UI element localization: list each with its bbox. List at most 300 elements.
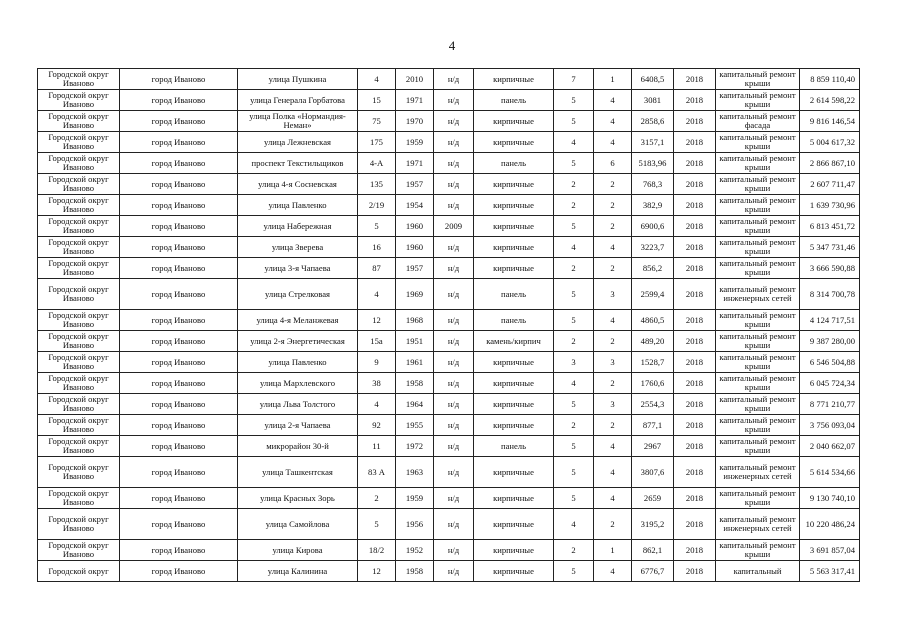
year-reconstructed-cell: н/д [434, 279, 474, 310]
city-cell: город Иваново [120, 457, 238, 488]
table-row [38, 415, 860, 436]
district-cell: Городской округ Иваново [38, 258, 120, 279]
house-number-cell: 75 [358, 111, 396, 132]
year-reconstructed-cell: н/д [434, 90, 474, 111]
work-type-cell: капитальный ремонт крыши [716, 415, 800, 436]
work-type-cell: капитальный ремонт крыши [716, 216, 800, 237]
entrances-cell: 1 [594, 540, 632, 561]
year-built-cell: 1959 [396, 488, 434, 509]
year-built-cell: 1957 [396, 258, 434, 279]
cost-cell: 3 756 093,04 [800, 415, 860, 436]
city-cell: город Иваново [120, 216, 238, 237]
entrances-cell: 1 [594, 69, 632, 90]
work-type-cell: капитальный ремонт крыши [716, 237, 800, 258]
year-reconstructed-cell: н/д [434, 415, 474, 436]
entrances-cell: 4 [594, 90, 632, 111]
cost-cell: 6 813 451,72 [800, 216, 860, 237]
district-cell: Городской округ Иваново [38, 436, 120, 457]
year-built-cell: 1971 [396, 90, 434, 111]
district-cell: Городской округ Иваново [38, 237, 120, 258]
floors-cell: 5 [554, 436, 594, 457]
plan-year-cell: 2018 [674, 90, 716, 111]
entrances-cell: 3 [594, 394, 632, 415]
floors-cell: 5 [554, 90, 594, 111]
work-type-cell: капитальный ремонт крыши [716, 436, 800, 457]
year-built-cell: 2010 [396, 69, 434, 90]
house-number-cell: 4 [358, 279, 396, 310]
district-cell: Городской округ Иваново [38, 415, 120, 436]
district-cell: Городской округ Иваново [38, 90, 120, 111]
year-reconstructed-cell: н/д [434, 488, 474, 509]
city-cell: город Иваново [120, 394, 238, 415]
year-built-cell: 1961 [396, 352, 434, 373]
wall-material-cell: панель [474, 153, 554, 174]
cost-cell: 3 691 857,04 [800, 540, 860, 561]
cost-cell: 5 614 534,66 [800, 457, 860, 488]
entrances-cell: 2 [594, 509, 632, 540]
city-cell: город Иваново [120, 540, 238, 561]
wall-material-cell: кирпичные [474, 352, 554, 373]
plan-year-cell: 2018 [674, 279, 716, 310]
street-cell: улица Красных Зорь [238, 488, 358, 509]
table-row [38, 561, 860, 582]
year-reconstructed-cell: н/д [434, 561, 474, 582]
house-number-cell: 12 [358, 310, 396, 331]
year-reconstructed-cell: н/д [434, 540, 474, 561]
area-cell: 6900,6 [632, 216, 674, 237]
plan-year-cell: 2018 [674, 373, 716, 394]
year-built-cell: 1972 [396, 436, 434, 457]
city-cell: город Иваново [120, 415, 238, 436]
wall-material-cell: кирпичные [474, 216, 554, 237]
street-cell: улица Павленко [238, 352, 358, 373]
table-row [38, 540, 860, 561]
plan-year-cell: 2018 [674, 132, 716, 153]
year-built-cell: 1960 [396, 237, 434, 258]
year-built-cell: 1963 [396, 457, 434, 488]
area-cell: 862,1 [632, 540, 674, 561]
city-cell: город Иваново [120, 69, 238, 90]
house-number-cell: 16 [358, 237, 396, 258]
area-cell: 2858,6 [632, 111, 674, 132]
table-row [38, 216, 860, 237]
year-reconstructed-cell: н/д [434, 132, 474, 153]
plan-year-cell: 2018 [674, 216, 716, 237]
year-built-cell: 1970 [396, 111, 434, 132]
floors-cell: 4 [554, 237, 594, 258]
city-cell: город Иваново [120, 352, 238, 373]
work-type-cell: капитальный ремонт крыши [716, 373, 800, 394]
area-cell: 3157,1 [632, 132, 674, 153]
page-number: 4 [448, 38, 456, 53]
year-built-cell: 1968 [396, 310, 434, 331]
district-cell: Городской округ Иваново [38, 310, 120, 331]
wall-material-cell: кирпичные [474, 195, 554, 216]
work-type-cell: капитальный ремонт крыши [716, 394, 800, 415]
floors-cell: 5 [554, 153, 594, 174]
wall-material-cell: кирпичные [474, 132, 554, 153]
area-cell: 877,1 [632, 415, 674, 436]
table-row [38, 436, 860, 457]
year-built-cell: 1951 [396, 331, 434, 352]
plan-year-cell: 2018 [674, 195, 716, 216]
table-row [38, 258, 860, 279]
street-cell: улица Калинина [238, 561, 358, 582]
year-reconstructed-cell: н/д [434, 237, 474, 258]
city-cell: город Иваново [120, 310, 238, 331]
table-row [38, 352, 860, 373]
plan-year-cell: 2018 [674, 153, 716, 174]
house-number-cell: 18/2 [358, 540, 396, 561]
street-cell: улица Мархлевского [238, 373, 358, 394]
district-cell: Городской округ Иваново [38, 279, 120, 310]
area-cell: 3195,2 [632, 509, 674, 540]
cost-cell: 2 607 711,47 [800, 174, 860, 195]
floors-cell: 2 [554, 195, 594, 216]
table-row [38, 331, 860, 352]
wall-material-cell: кирпичные [474, 69, 554, 90]
wall-material-cell: панель [474, 310, 554, 331]
plan-year-cell: 2018 [674, 69, 716, 90]
cost-cell: 5 563 317,41 [800, 561, 860, 582]
wall-material-cell: кирпичные [474, 509, 554, 540]
area-cell: 5183,96 [632, 153, 674, 174]
table-row [38, 195, 860, 216]
plan-year-cell: 2018 [674, 258, 716, 279]
year-reconstructed-cell: н/д [434, 373, 474, 394]
cost-cell: 8 859 110,40 [800, 69, 860, 90]
year-reconstructed-cell: н/д [434, 509, 474, 540]
entrances-cell: 2 [594, 258, 632, 279]
floors-cell: 5 [554, 457, 594, 488]
work-type-cell: капитальный ремонт инженерных сетей [716, 509, 800, 540]
district-cell: Городской округ Иваново [38, 195, 120, 216]
street-cell: улица Самойлова [238, 509, 358, 540]
work-type-cell: капитальный [716, 561, 800, 582]
cost-cell: 9 816 146,54 [800, 111, 860, 132]
area-cell: 382,9 [632, 195, 674, 216]
cost-cell: 2 614 598,22 [800, 90, 860, 111]
table-row [38, 90, 860, 111]
year-reconstructed-cell: н/д [434, 331, 474, 352]
cost-cell: 8 314 700,78 [800, 279, 860, 310]
district-cell: Городской округ Иваново [38, 69, 120, 90]
work-type-cell: капитальный ремонт крыши [716, 352, 800, 373]
house-number-cell: 4 [358, 69, 396, 90]
city-cell: город Иваново [120, 90, 238, 111]
table-row [38, 132, 860, 153]
cost-cell: 6 045 724,34 [800, 373, 860, 394]
house-number-cell: 4 [358, 394, 396, 415]
year-reconstructed-cell: н/д [434, 69, 474, 90]
wall-material-cell: кирпичные [474, 258, 554, 279]
year-built-cell: 1956 [396, 509, 434, 540]
table-body [38, 69, 860, 582]
year-reconstructed-cell: н/д [434, 352, 474, 373]
area-cell: 856,2 [632, 258, 674, 279]
house-number-cell: 87 [358, 258, 396, 279]
entrances-cell: 2 [594, 174, 632, 195]
district-cell: Городской округ Иваново [38, 111, 120, 132]
street-cell: улица Зверева [238, 237, 358, 258]
floors-cell: 4 [554, 373, 594, 394]
work-type-cell: капитальный ремонт крыши [716, 310, 800, 331]
year-built-cell: 1958 [396, 561, 434, 582]
city-cell: город Иваново [120, 561, 238, 582]
year-reconstructed-cell: н/д [434, 394, 474, 415]
floors-cell: 7 [554, 69, 594, 90]
cost-cell: 2 866 867,10 [800, 153, 860, 174]
plan-year-cell: 2018 [674, 561, 716, 582]
cost-cell: 9 130 740,10 [800, 488, 860, 509]
street-cell: улица Полка «Нормандия-Неман» [238, 111, 358, 132]
entrances-cell: 4 [594, 457, 632, 488]
wall-material-cell: панель [474, 279, 554, 310]
table-row [38, 153, 860, 174]
plan-year-cell: 2018 [674, 415, 716, 436]
floors-cell: 5 [554, 310, 594, 331]
plan-year-cell: 2018 [674, 331, 716, 352]
cost-cell: 8 771 210,77 [800, 394, 860, 415]
street-cell: улица 2-я Энергетическая [238, 331, 358, 352]
house-number-cell: 38 [358, 373, 396, 394]
district-cell: Городской округ Иваново [38, 153, 120, 174]
table-row [38, 488, 860, 509]
district-cell: Городской округ Иваново [38, 394, 120, 415]
floors-cell: 2 [554, 331, 594, 352]
house-number-cell: 9 [358, 352, 396, 373]
city-cell: город Иваново [120, 195, 238, 216]
floors-cell: 4 [554, 132, 594, 153]
table-row [38, 373, 860, 394]
city-cell: город Иваново [120, 174, 238, 195]
house-number-cell: 83 А [358, 457, 396, 488]
work-type-cell: капитальный ремонт крыши [716, 258, 800, 279]
house-number-cell: 2 [358, 488, 396, 509]
floors-cell: 5 [554, 561, 594, 582]
entrances-cell: 4 [594, 310, 632, 331]
street-cell: улица 4-я Сосневская [238, 174, 358, 195]
data-table-container [37, 68, 859, 582]
year-reconstructed-cell: н/д [434, 174, 474, 195]
district-cell: Городской округ Иваново [38, 457, 120, 488]
plan-year-cell: 2018 [674, 237, 716, 258]
floors-cell: 2 [554, 174, 594, 195]
cost-cell: 3 666 590,88 [800, 258, 860, 279]
year-built-cell: 1964 [396, 394, 434, 415]
city-cell: город Иваново [120, 237, 238, 258]
year-reconstructed-cell: н/д [434, 310, 474, 331]
plan-year-cell: 2018 [674, 540, 716, 561]
work-type-cell: капитальный ремонт крыши [716, 174, 800, 195]
house-number-cell: 135 [358, 174, 396, 195]
entrances-cell: 2 [594, 373, 632, 394]
area-cell: 1760,6 [632, 373, 674, 394]
floors-cell: 2 [554, 258, 594, 279]
entrances-cell: 3 [594, 279, 632, 310]
floors-cell: 5 [554, 394, 594, 415]
year-built-cell: 1955 [396, 415, 434, 436]
table-row [38, 237, 860, 258]
entrances-cell: 3 [594, 352, 632, 373]
work-type-cell: капитальный ремонт крыши [716, 540, 800, 561]
street-cell: микрорайон 30-й [238, 436, 358, 457]
wall-material-cell: кирпичные [474, 457, 554, 488]
street-cell: улица Пушкина [238, 69, 358, 90]
street-cell: улица 3-я Чапаева [238, 258, 358, 279]
work-type-cell: капитальный ремонт инженерных сетей [716, 279, 800, 310]
cost-cell: 1 639 730,96 [800, 195, 860, 216]
year-reconstructed-cell: н/д [434, 258, 474, 279]
year-built-cell: 1971 [396, 153, 434, 174]
cost-cell: 9 387 280,00 [800, 331, 860, 352]
area-cell: 489,20 [632, 331, 674, 352]
table-row [38, 394, 860, 415]
wall-material-cell: кирпичные [474, 373, 554, 394]
district-cell: Городской округ Иваново [38, 352, 120, 373]
entrances-cell: 2 [594, 195, 632, 216]
year-built-cell: 1960 [396, 216, 434, 237]
wall-material-cell: кирпичные [474, 561, 554, 582]
cost-cell: 5 347 731,46 [800, 237, 860, 258]
house-number-cell: 175 [358, 132, 396, 153]
district-cell: Городской округ [38, 561, 120, 582]
plan-year-cell: 2018 [674, 310, 716, 331]
area-cell: 1528,7 [632, 352, 674, 373]
area-cell: 6776,7 [632, 561, 674, 582]
wall-material-cell: камень/кирпич [474, 331, 554, 352]
city-cell: город Иваново [120, 373, 238, 394]
plan-year-cell: 2018 [674, 174, 716, 195]
work-type-cell: капитальный ремонт крыши [716, 153, 800, 174]
city-cell: город Иваново [120, 153, 238, 174]
area-cell: 6408,5 [632, 69, 674, 90]
floors-cell: 5 [554, 279, 594, 310]
entrances-cell: 4 [594, 561, 632, 582]
work-type-cell: капитальный ремонт крыши [716, 331, 800, 352]
entrances-cell: 4 [594, 488, 632, 509]
entrances-cell: 4 [594, 237, 632, 258]
district-cell: Городской округ Иваново [38, 488, 120, 509]
district-cell: Городской округ Иваново [38, 540, 120, 561]
table-row [38, 310, 860, 331]
plan-year-cell: 2018 [674, 457, 716, 488]
city-cell: город Иваново [120, 509, 238, 540]
cost-cell: 10 220 486,24 [800, 509, 860, 540]
wall-material-cell: кирпичные [474, 415, 554, 436]
street-cell: улица 4-я Меланжевая [238, 310, 358, 331]
work-type-cell: капитальный ремонт крыши [716, 132, 800, 153]
city-cell: город Иваново [120, 279, 238, 310]
area-cell: 3081 [632, 90, 674, 111]
district-cell: Городской округ Иваново [38, 373, 120, 394]
entrances-cell: 2 [594, 331, 632, 352]
year-reconstructed-cell: н/д [434, 436, 474, 457]
cost-cell: 5 004 617,32 [800, 132, 860, 153]
entrances-cell: 4 [594, 111, 632, 132]
entrances-cell: 2 [594, 216, 632, 237]
city-cell: город Иваново [120, 331, 238, 352]
year-reconstructed-cell: н/д [434, 457, 474, 488]
district-cell: Городской округ Иваново [38, 216, 120, 237]
district-cell: Городской округ Иваново [38, 331, 120, 352]
house-number-cell: 15 [358, 90, 396, 111]
floors-cell: 5 [554, 488, 594, 509]
wall-material-cell: кирпичные [474, 174, 554, 195]
wall-material-cell: кирпичные [474, 237, 554, 258]
entrances-cell: 2 [594, 415, 632, 436]
year-reconstructed-cell: н/д [434, 111, 474, 132]
plan-year-cell: 2018 [674, 352, 716, 373]
street-cell: проспект Текстильщиков [238, 153, 358, 174]
house-number-cell: 5 [358, 509, 396, 540]
cost-cell: 4 124 717,51 [800, 310, 860, 331]
city-cell: город Иваново [120, 111, 238, 132]
floors-cell: 2 [554, 540, 594, 561]
city-cell: город Иваново [120, 436, 238, 457]
table-row [38, 457, 860, 488]
entrances-cell: 4 [594, 436, 632, 457]
house-number-cell: 92 [358, 415, 396, 436]
street-cell: улица Павленко [238, 195, 358, 216]
street-cell: улица Генерала Горбатова [238, 90, 358, 111]
floors-cell: 2 [554, 415, 594, 436]
plan-year-cell: 2018 [674, 509, 716, 540]
year-reconstructed-cell: 2009 [434, 216, 474, 237]
street-cell: улица Кирова [238, 540, 358, 561]
year-built-cell: 1957 [396, 174, 434, 195]
street-cell: улица Ташкентская [238, 457, 358, 488]
street-cell: улица Льва Толстого [238, 394, 358, 415]
house-number-cell: 4-А [358, 153, 396, 174]
area-cell: 2659 [632, 488, 674, 509]
repair-program-table [37, 68, 860, 582]
district-cell: Городской округ Иваново [38, 509, 120, 540]
year-built-cell: 1959 [396, 132, 434, 153]
year-built-cell: 1969 [396, 279, 434, 310]
cost-cell: 6 546 504,88 [800, 352, 860, 373]
area-cell: 2599,4 [632, 279, 674, 310]
district-cell: Городской округ Иваново [38, 174, 120, 195]
house-number-cell: 5 [358, 216, 396, 237]
work-type-cell: капитальный ремонт крыши [716, 195, 800, 216]
work-type-cell: капитальный ремонт инженерных сетей [716, 457, 800, 488]
work-type-cell: капитальный ремонт крыши [716, 69, 800, 90]
street-cell: улица Набережная [238, 216, 358, 237]
wall-material-cell: кирпичные [474, 488, 554, 509]
street-cell: улица Стрелковая [238, 279, 358, 310]
wall-material-cell: кирпичные [474, 540, 554, 561]
area-cell: 3807,6 [632, 457, 674, 488]
wall-material-cell: панель [474, 90, 554, 111]
wall-material-cell: кирпичные [474, 394, 554, 415]
table-row [38, 509, 860, 540]
table-row [38, 69, 860, 90]
street-cell: улица 2-я Чапаева [238, 415, 358, 436]
house-number-cell: 11 [358, 436, 396, 457]
floors-cell: 5 [554, 216, 594, 237]
plan-year-cell: 2018 [674, 436, 716, 457]
city-cell: город Иваново [120, 488, 238, 509]
floors-cell: 4 [554, 509, 594, 540]
table-row [38, 111, 860, 132]
entrances-cell: 6 [594, 153, 632, 174]
year-reconstructed-cell: н/д [434, 153, 474, 174]
area-cell: 2554,3 [632, 394, 674, 415]
year-reconstructed-cell: н/д [434, 195, 474, 216]
area-cell: 3223,7 [632, 237, 674, 258]
year-built-cell: 1954 [396, 195, 434, 216]
